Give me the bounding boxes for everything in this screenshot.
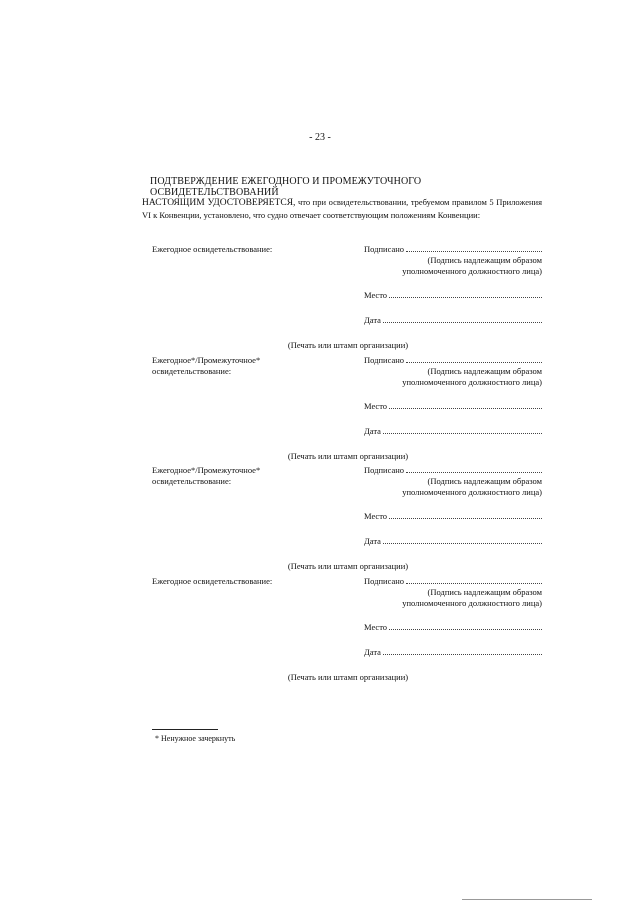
signed-line[interactable]	[406, 355, 542, 363]
date-label: Дата	[364, 315, 381, 325]
place-label: Место	[364, 622, 388, 632]
date-field[interactable]	[364, 426, 542, 436]
signature-note: (Подпись надлежащим образом уполномоченного должностного лица)	[402, 476, 542, 497]
place-label: Место	[364, 401, 388, 411]
date-field[interactable]	[364, 536, 542, 546]
signed-line[interactable]	[406, 244, 542, 252]
footnote-divider	[152, 729, 218, 730]
signed-label: Подписано	[364, 355, 405, 365]
signature-note: (Подпись надлежащим образом уполномоченного должностного лица)	[402, 255, 542, 276]
signed-line[interactable]	[406, 465, 542, 473]
intro-text: что при освидетельствовании, требуемом правилом 5 Приложения VI к Конвенции, установлено, что судно отвечает соответствующим положениям Конвенции:	[142, 197, 542, 220]
signed-field[interactable]	[364, 244, 542, 254]
place-line[interactable]	[389, 290, 542, 298]
footnote: * Ненужное зачеркнуть	[155, 734, 236, 743]
survey-block-1	[152, 244, 544, 354]
date-label: Дата	[364, 647, 381, 657]
signature-note: (Подпись надлежащим образом уполномоченного должностного лица)	[402, 366, 542, 387]
place-field[interactable]	[364, 511, 542, 521]
page-number: - 23 -	[309, 132, 331, 143]
seal-note: (Печать или штамп организации)	[287, 451, 409, 461]
signed-field[interactable]	[364, 576, 542, 586]
place-field[interactable]	[364, 401, 542, 411]
date-line[interactable]	[383, 315, 542, 323]
signed-field[interactable]	[364, 465, 542, 475]
survey-block-2	[152, 355, 544, 465]
place-field[interactable]	[364, 622, 542, 632]
intro-lead: НАСТОЯЩИМ УДОСТОВЕРЯЕТСЯ,	[142, 198, 296, 208]
signature-note: (Подпись надлежащим образом уполномоченного должностного лица)	[402, 587, 542, 608]
bottom-divider	[462, 899, 592, 900]
survey-label: Ежегодное освидетельствование:	[152, 576, 273, 586]
date-line[interactable]	[383, 647, 542, 655]
survey-block-3	[152, 465, 544, 575]
date-field[interactable]	[364, 315, 542, 325]
date-label: Дата	[364, 536, 381, 546]
signed-line[interactable]	[406, 576, 542, 584]
survey-block-4	[152, 576, 544, 686]
survey-label: Ежегодное освидетельствование:	[152, 244, 273, 254]
signed-label: Подписано	[364, 244, 405, 254]
signed-label: Подписано	[364, 576, 405, 586]
seal-note: (Печать или штамп организации)	[287, 561, 409, 571]
survey-label: Ежегодное*/Промежуточное* освидетельствование:	[152, 355, 261, 376]
survey-label: Ежегодное*/Промежуточное* освидетельствование:	[152, 465, 261, 486]
date-line[interactable]	[383, 426, 542, 434]
place-line[interactable]	[389, 622, 542, 630]
seal-note: (Печать или штамп организации)	[287, 340, 409, 350]
place-line[interactable]	[389, 511, 542, 519]
document-title: ПОДТВЕРЖДЕНИЕ ЕЖЕГОДНОГО И ПРОМЕЖУТОЧНОГО ОСВИДЕТЕЛЬСТВОВАНИЙ	[150, 176, 422, 198]
date-line[interactable]	[383, 536, 542, 544]
intro-paragraph	[142, 197, 542, 221]
place-field[interactable]	[364, 290, 542, 300]
date-field[interactable]	[364, 647, 542, 657]
signed-field[interactable]	[364, 355, 542, 365]
place-label: Место	[364, 290, 388, 300]
seal-note: (Печать или штамп организации)	[287, 672, 409, 682]
place-label: Место	[364, 511, 388, 521]
signed-label: Подписано	[364, 465, 405, 475]
place-line[interactable]	[389, 401, 542, 409]
date-label: Дата	[364, 426, 381, 436]
